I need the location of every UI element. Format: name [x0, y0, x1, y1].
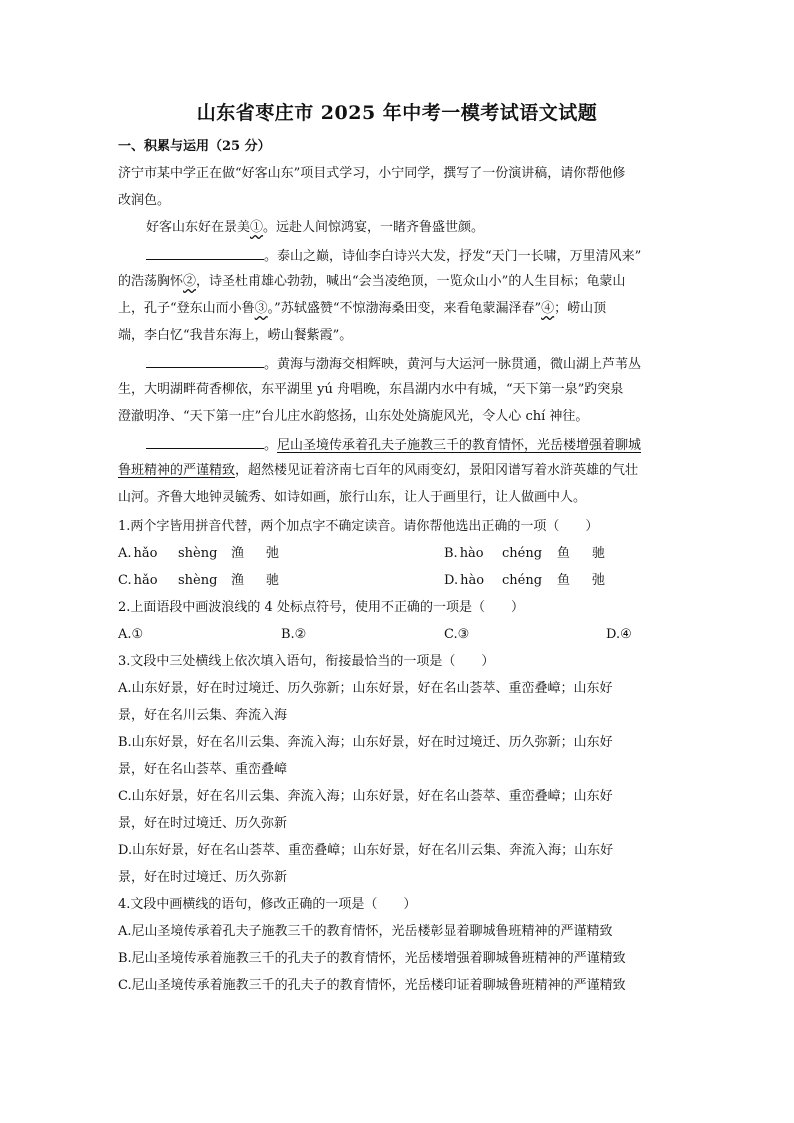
option-char: 渔: [231, 546, 245, 561]
punctuation-mark-4: ④: [541, 301, 555, 316]
passage-line: [118, 272, 678, 292]
intro-line-2: 改润色。: [118, 193, 171, 208]
passage-line: 山河。齐鲁大地钟灵毓秀、如诗如画，旅行山东，让人于画里行，让人做画中人。: [118, 490, 587, 505]
passage-line: 生，大明湖畔荷香柳依，东平湖里 yú 舟唱晚，东昌湖内水中有城，“天下第一泉”趵突泉: [118, 382, 624, 397]
intro-line-1: 济宁市某中学正在做“好客山东”项目式学习，小宁同学，撰写了一份演讲稿，请你帮他修: [118, 166, 626, 181]
q2-option-a[interactable]: A.①: [118, 627, 144, 642]
question-3-stem: 3.文段中三处横线上依次填入语句，衔接最恰当的一项是（ ）: [118, 654, 495, 669]
q1-option-b[interactable]: [444, 544, 484, 564]
q3-option-a[interactable]: A.山东好景，好在时过境迁、历久弥新；山东好景，好在名山荟萃、重峦叠嶂；山东好: [118, 681, 613, 696]
passage-paragraph-4: [146, 434, 706, 456]
option-pinyin: chéng: [502, 546, 543, 561]
passage-text: 好客山东好在景美: [146, 220, 251, 235]
option-char: 渔: [231, 573, 245, 588]
question-4-stem: 4.文段中画横线的语句，修改正确的一项是（ ）: [118, 897, 417, 912]
question-2-stem: 2.上面语段中画波浪线的 4 处标点符号，使用不正确的一项是（ ）: [118, 600, 524, 615]
option-pinyin: hǎo: [133, 546, 158, 561]
fill-blank-3: [146, 434, 264, 449]
q3-option-d-cont: 景，好在时过境迁、历久弥新: [118, 870, 288, 885]
passage-text: 。”苏轼盛赞“不惊渤海桑田变，来看龟蒙漏泽春”: [267, 301, 542, 316]
question-1-stem: 1.两个字皆用拼音代替，两个加点字不确定读音。请你帮他选出正确的一项（ ）: [118, 519, 599, 534]
passage-text: ；崂山顶: [554, 301, 607, 316]
q4-option-b[interactable]: B.尼山圣境传承着施教三千的孔夫子的教育情怀，光岳楼增强着聊城鲁班精神的严谨精致: [118, 951, 626, 966]
punctuation-mark-1: ①: [250, 220, 264, 235]
q3-option-d[interactable]: D.山东好景，好在名山荟萃、重峦叠嶂；山东好景，好在名川云集、奔流入海；山东好: [118, 843, 614, 858]
underlined-sentence: 鲁班精神的严谨精致: [118, 463, 236, 478]
q3-option-c[interactable]: C.山东好景，好在名川云集、奔流入海；山东好景，好在名山荟萃、重峦叠嶂；山东好: [118, 789, 613, 804]
q3-option-a-cont: 景，好在名川云集、奔流入海: [118, 708, 288, 723]
passage-text: 澄澈明净、“天下第一庄”台儿庄水韵悠扬，山东处处旖旎风光，令人心: [118, 409, 526, 424]
passage-text: 的浩荡胸怀: [118, 274, 184, 289]
q3-option-b-cont: 景，好在名山荟萃、重峦叠嶂: [118, 762, 288, 777]
passage-text: ，诗圣杜甫雄心勃勃，喊出“会当凌绝顶，一览众山小”的人生目标；龟蒙山: [196, 274, 626, 289]
passage-text: 上，孔子“登东山而小鲁: [118, 301, 255, 316]
option-pinyin: shèng: [178, 546, 218, 561]
passage-paragraph-2: [146, 245, 706, 267]
passage-line: [118, 299, 678, 319]
option-char: 驰: [592, 546, 606, 561]
punctuation-mark-2: ②: [183, 274, 197, 289]
q3-option-b[interactable]: B.山东好景，好在名川云集、奔流入海；山东好景，好在时过境迁、历久弥新；山东好: [118, 735, 613, 750]
option-label: B.: [444, 546, 458, 561]
underlined-sentence: 尼山圣境传承着孔夫子施教三千的教育情怀，光岳楼增强着聊城: [277, 438, 642, 453]
option-pinyin: hǎo: [133, 573, 158, 588]
fill-blank-2: [146, 353, 264, 368]
option-label: D.: [444, 573, 459, 588]
option-pinyin: shèng: [178, 573, 218, 588]
passage-paragraph-3: [146, 353, 706, 375]
fill-blank-1: [146, 245, 264, 260]
passage-paragraph-1: [146, 218, 706, 238]
option-label: A.: [118, 546, 132, 561]
passage-line: [118, 407, 678, 427]
passage-line: 端，李白忆“我昔东海上，崂山餐紫霞”。: [118, 328, 353, 343]
q1-option-a[interactable]: [118, 544, 157, 564]
passage-text: 神往。: [545, 409, 589, 424]
q2-option-b[interactable]: B.②: [281, 627, 307, 642]
page-title: 山东省枣庄市 2025 年中考一模考试语文试题: [196, 102, 598, 124]
option-pinyin: hào: [459, 546, 484, 561]
option-char: 弛: [592, 573, 606, 588]
passage-line: [118, 461, 678, 481]
q4-option-c[interactable]: C.尼山圣境传承着施教三千的孔夫子的教育情怀，光岳楼印证着聊城鲁班精神的严谨精致: [118, 978, 626, 993]
pinyin-chi: chí: [525, 409, 546, 424]
q2-option-c[interactable]: C.③: [444, 627, 470, 642]
q4-option-a[interactable]: A.尼山圣境传承着孔夫子施教三千的教育情怀，光岳楼彰显着聊城鲁班精神的严谨精致: [118, 924, 613, 939]
passage-text: 。远赴人间惊鸿宴，一睹齐鲁盛世颜。: [263, 220, 485, 235]
q1-option-c[interactable]: [118, 571, 158, 591]
q1-option-d[interactable]: [444, 571, 484, 591]
option-char: 弛: [266, 546, 280, 561]
q3-option-c-cont: 景，好在时过境迁、历久弥新: [118, 816, 288, 831]
passage-text: 。泰山之巅，诗仙李白诗兴大发，抒发“天门一长啸，万里清风来”: [264, 249, 642, 264]
option-pinyin: hào: [460, 573, 485, 588]
option-char: 驰: [266, 573, 280, 588]
punctuation-mark-3: ③: [254, 301, 268, 316]
section-heading: 一、积累与运用（25 分）: [118, 139, 271, 154]
passage-text: 。黄海与渤海交相辉映，黄河与大运河一脉贯通，微山湖上芦苇丛: [264, 357, 642, 372]
q2-option-d[interactable]: D.④: [606, 627, 632, 642]
option-label: C.: [118, 573, 132, 588]
option-pinyin: chéng: [502, 573, 543, 588]
option-char: 鱼: [557, 573, 571, 588]
passage-text: 。: [264, 438, 278, 453]
option-char: 鱼: [557, 546, 571, 561]
passage-text: ，超然楼见证着济南七百年的风雨变幻，景阳冈谱写着水浒英雄的气壮: [235, 463, 639, 478]
